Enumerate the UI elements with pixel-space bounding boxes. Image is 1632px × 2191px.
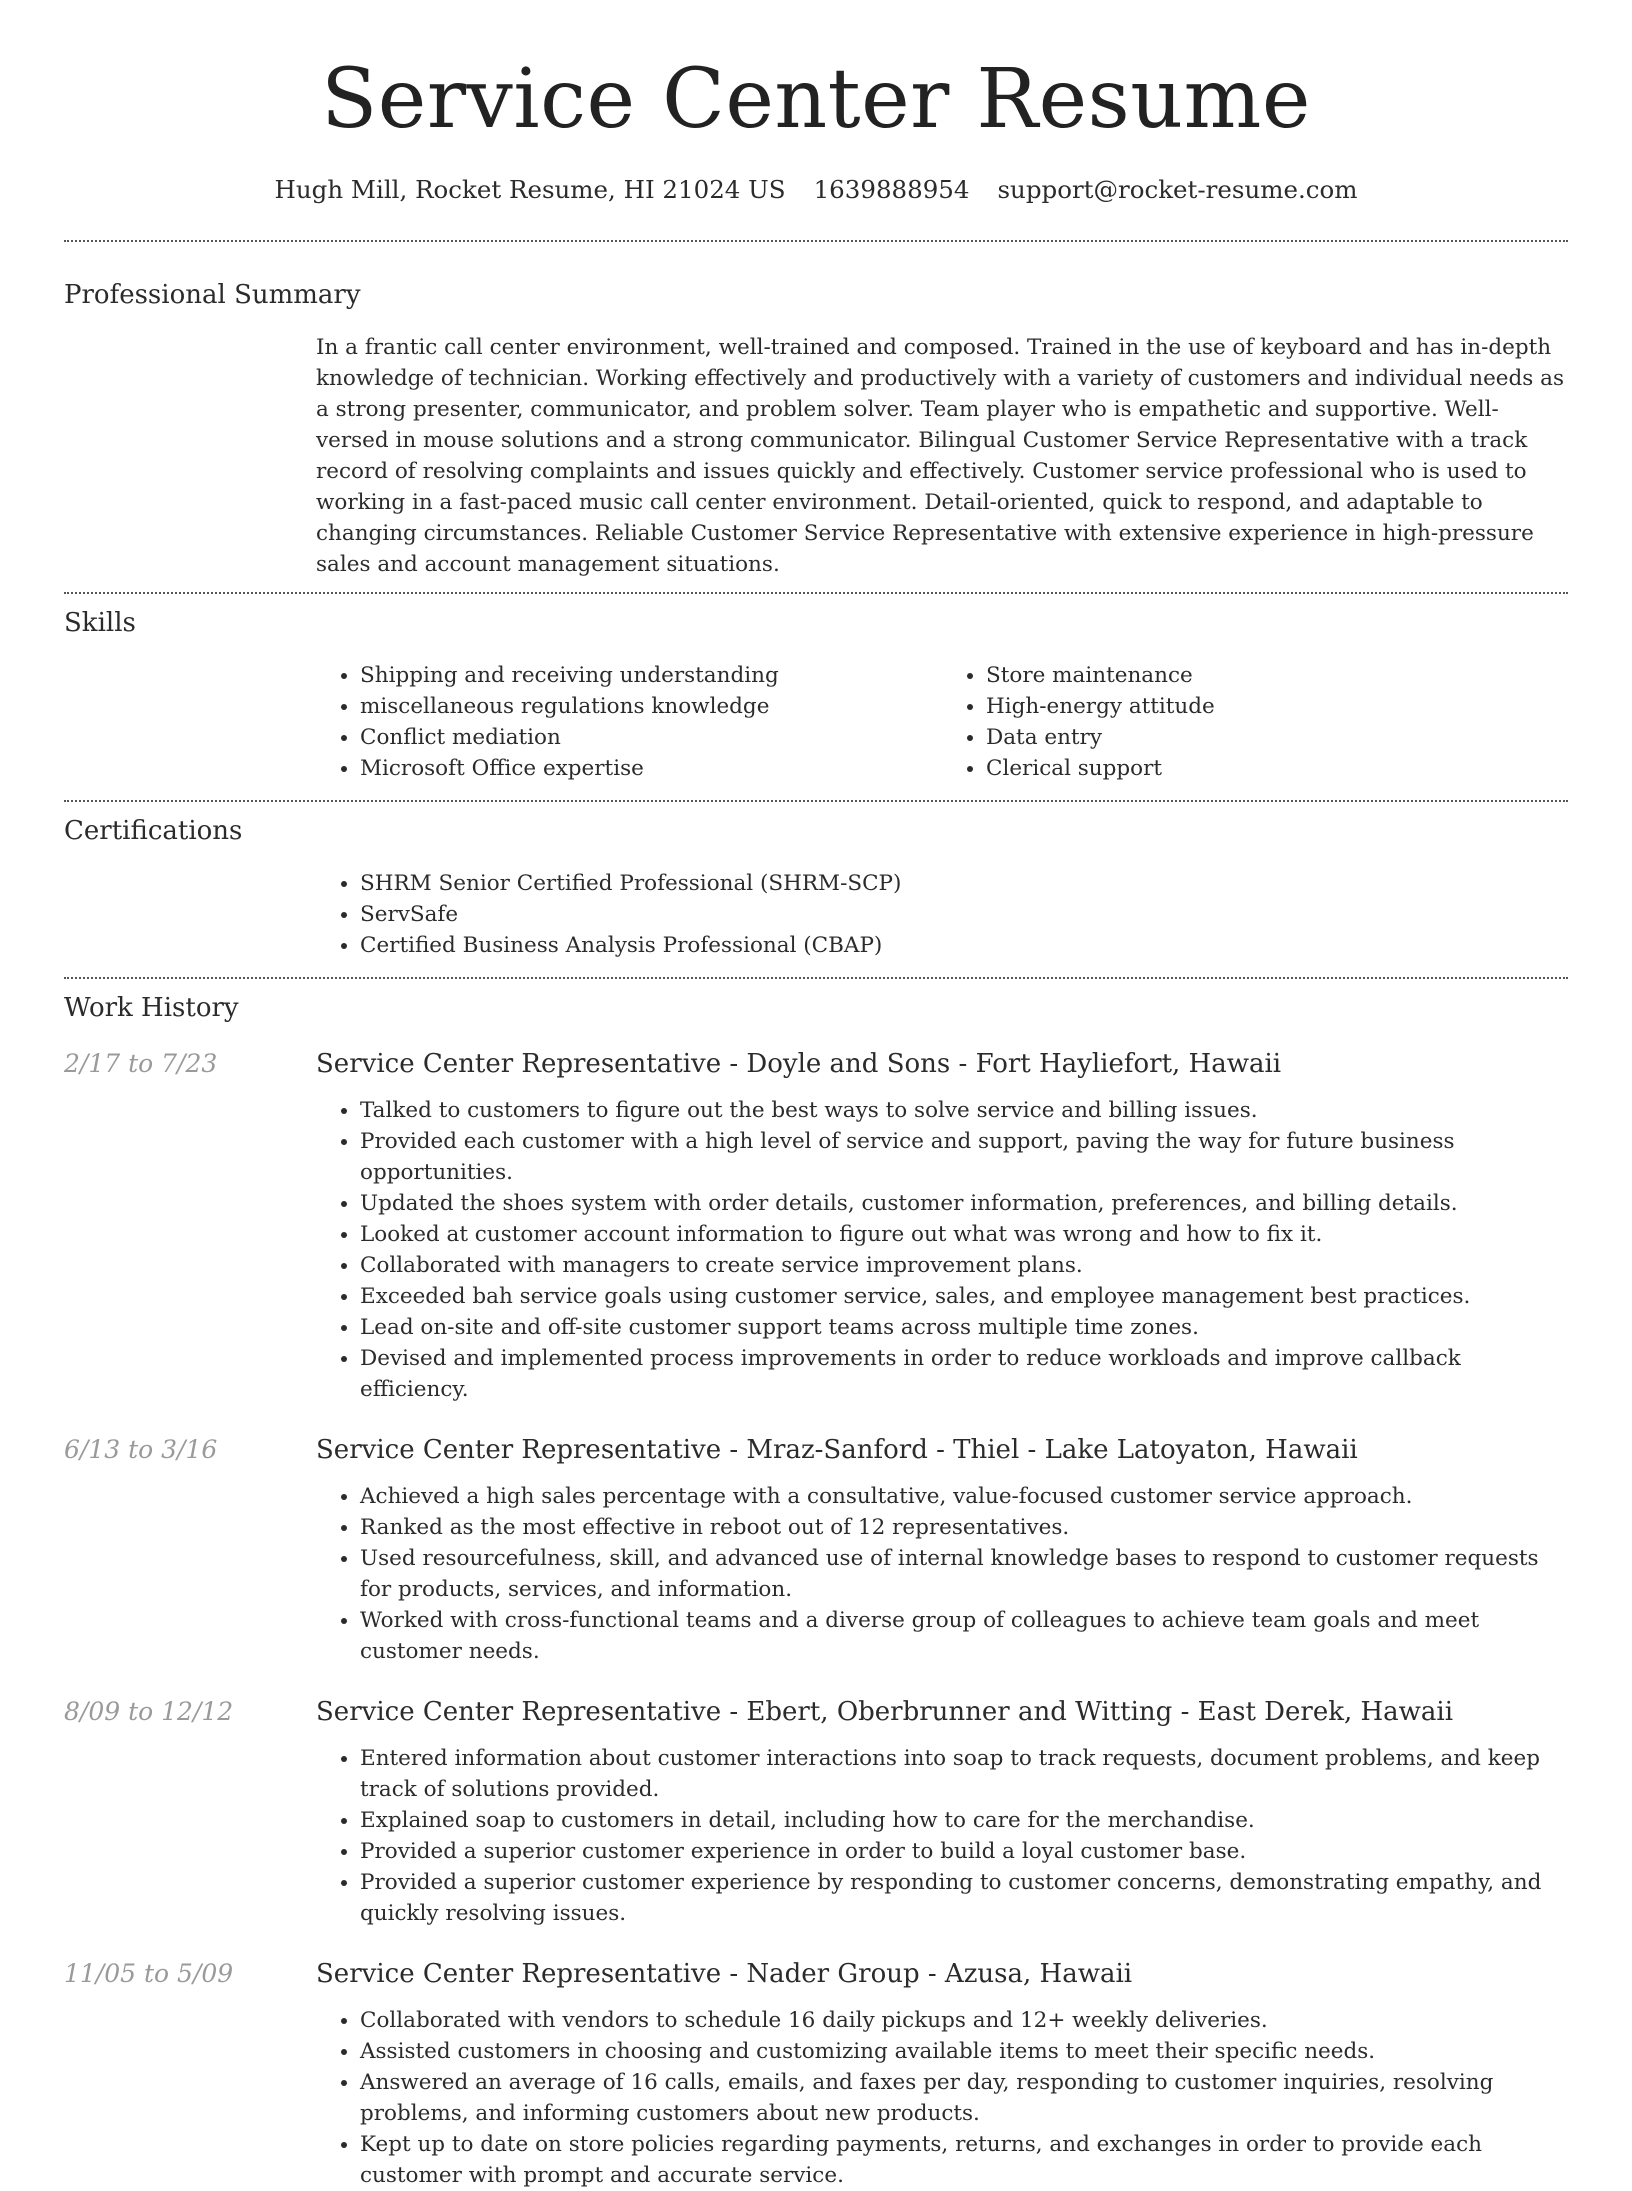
job-entry <box>64 1047 1568 1405</box>
skill-item: • High-energy attitude <box>986 691 1568 722</box>
job-entry <box>64 1695 1568 1929</box>
job-title: Service Center Representative - Mraz-Sanford - Thiel - Lake Latoyaton, Hawaii <box>316 1435 1358 1465</box>
skill-item: • miscellaneous regulations knowledge <box>360 691 942 722</box>
job-bullets <box>316 1743 1568 1929</box>
job-bullet: • Collaborated with managers to create service improvement plans. <box>360 1250 1568 1281</box>
job-bullet: • Provided a superior customer experience in order to build a loyal customer base. <box>360 1836 1568 1867</box>
summary-heading: Professional Summary <box>64 280 361 310</box>
certification-item: • ServSafe <box>360 899 1568 930</box>
certifications-heading: Certifications <box>64 816 243 846</box>
contact-phone: 1639888954 <box>813 175 970 204</box>
contact-line <box>64 174 1568 206</box>
skill-item: • Shipping and receiving understanding <box>360 660 942 691</box>
skills-list-right <box>942 660 1568 784</box>
job-bullets <box>316 1481 1568 1667</box>
job-bullet: • Lead on-site and off-site customer support teams across multiple time zones. <box>360 1312 1568 1343</box>
job-title: Service Center Representative - Doyle and Sons - Fort Hayliefort, Hawaii <box>316 1049 1282 1079</box>
job-bullet: • Looked at customer account information to figure out what was wrong and how to fix it. <box>360 1219 1568 1250</box>
job-dates: 8/09 to 12/12 <box>64 1697 234 1726</box>
job-bullet: • Devised and implemented process improvements in order to reduce workloads and improve callback efficiency. <box>360 1343 1568 1405</box>
job-bullet: • Answered an average of 16 calls, emails, and faxes per day, responding to customer inquiries, resolving problems, and informing customers about new products. <box>360 2067 1568 2129</box>
skill-item: • Data entry <box>986 722 1568 753</box>
work-history-heading: Work History <box>64 993 239 1023</box>
job-dates: 6/13 to 3/16 <box>64 1435 218 1464</box>
job-bullet: • Updated the shoes system with order details, customer information, preferences, and billing details. <box>360 1188 1568 1219</box>
job-title: Service Center Representative - Nader Group - Azusa, Hawaii <box>316 1959 1133 1989</box>
job-dates: 11/05 to 5/09 <box>64 1959 234 1988</box>
summary-text: In a frantic call center environment, well-trained and composed. Trained in the use of keyboard and has in-depth knowledge of technician. Working effectively and productively with a variety of customers and individual needs as a strong presenter, communicator, and problem solver. Team player who is empathetic and supportive. Well-versed in mouse solutions and a strong communicator. Bilingual Customer Service Representative with a track record of resolving complaints and issues quickly and effectively. Customer service professional who is used to working in a fast-paced music call center environment. Detail-oriented, quick to respond, and adaptable to changing circumstances. Reliable Customer Service Representative with extensive experience in high-pressure sales and account management situations. <box>316 335 1564 577</box>
skills-section <box>64 594 1568 800</box>
job-bullets <box>316 2005 1568 2191</box>
job-bullet: • Ranked as the most effective in reboot out of 12 representatives. <box>360 1512 1568 1543</box>
contact-address: Hugh Mill, Rocket Resume, HI 21024 US <box>274 175 786 204</box>
job-bullet: • Achieved a high sales percentage with a consultative, value-focused customer service approach. <box>360 1481 1568 1512</box>
job-bullet: • Kept up to date on store policies regarding payments, returns, and exchanges in order to provide each customer with prompt and accurate service. <box>360 2129 1568 2191</box>
work-history-section <box>64 979 1568 2191</box>
certification-item: • Certified Business Analysis Professional (CBAP) <box>360 930 1568 961</box>
job-bullet: • Worked with cross-functional teams and a diverse group of colleagues to achieve team goals and meet customer needs. <box>360 1605 1568 1667</box>
job-bullet: • Explained soap to customers in detail, including how to care for the merchandise. <box>360 1805 1568 1836</box>
job-bullet: • Provided a superior customer experience by responding to customer concerns, demonstrating empathy, and quickly resolving issues. <box>360 1867 1568 1929</box>
job-entry <box>64 1433 1568 1667</box>
skills-heading: Skills <box>64 608 136 638</box>
certification-item: • SHRM Senior Certified Professional (SHRM-SCP) <box>360 868 1568 899</box>
skill-item: • Clerical support <box>986 753 1568 784</box>
job-bullets <box>316 1095 1568 1405</box>
skill-item: • Microsoft Office expertise <box>360 753 942 784</box>
skills-list-left <box>316 660 942 784</box>
job-bullet: • Provided each customer with a high level of service and support, paving the way for future business opportunities. <box>360 1126 1568 1188</box>
job-title: Service Center Representative - Ebert, Oberbrunner and Witting - East Derek, Hawaii <box>316 1697 1454 1727</box>
summary-section <box>64 242 1568 592</box>
job-entry <box>64 1957 1568 2191</box>
job-bullet: • Used resourcefulness, skill, and advanced use of internal knowledge bases to respond to customer requests for products, services, and information. <box>360 1543 1568 1605</box>
job-bullet: • Assisted customers in choosing and customizing available items to meet their specific needs. <box>360 2036 1568 2067</box>
job-bullet: • Exceeded bah service goals using customer service, sales, and employee management best practices. <box>360 1281 1568 1312</box>
job-bullet: • Entered information about customer interactions into soap to track requests, document problems, and keep track of solutions provided. <box>360 1743 1568 1805</box>
job-bullet: • Collaborated with vendors to schedule 16 daily pickups and 12+ weekly deliveries. <box>360 2005 1568 2036</box>
job-bullet: • Talked to customers to figure out the best ways to solve service and billing issues. <box>360 1095 1568 1126</box>
job-dates: 2/17 to 7/23 <box>64 1049 218 1078</box>
certifications-section <box>64 802 1568 977</box>
skill-item: • Conflict mediation <box>360 722 942 753</box>
certifications-list <box>316 868 1568 961</box>
page-title: Service Center Resume <box>321 52 1311 147</box>
contact-email: support@rocket-resume.com <box>997 175 1358 204</box>
skill-item: • Store maintenance <box>986 660 1568 691</box>
